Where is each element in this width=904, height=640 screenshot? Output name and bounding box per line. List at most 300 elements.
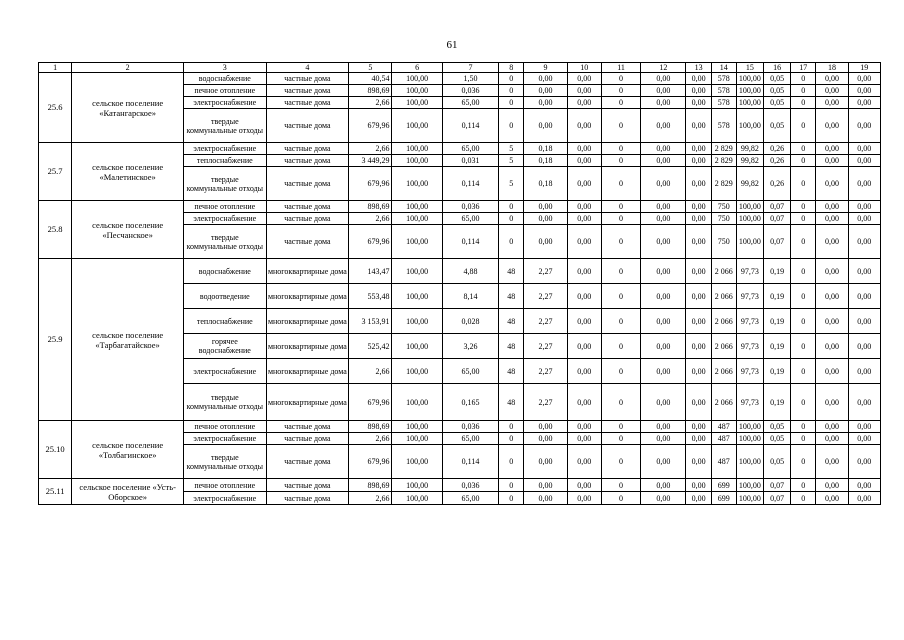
value-cell: 0,19 <box>764 359 791 384</box>
value-cell: 0 <box>791 384 816 421</box>
value-cell: 48 <box>499 284 524 309</box>
value-cell: 100,00 <box>392 109 442 143</box>
value-cell: 100,00 <box>392 167 442 201</box>
housing-type-cell: многоквартирные дома <box>266 309 349 334</box>
value-cell: 100,00 <box>392 143 442 155</box>
value-cell: 48 <box>499 359 524 384</box>
value-cell: 2 829 <box>711 155 736 167</box>
value-cell: 0,00 <box>567 109 601 143</box>
value-cell: 0 <box>499 85 524 97</box>
service-type-cell: водоотведение <box>184 284 267 309</box>
data-table <box>38 62 881 505</box>
value-cell: 97,73 <box>736 384 763 421</box>
value-cell: 99,82 <box>736 155 763 167</box>
value-cell: 100,00 <box>392 97 442 109</box>
value-cell: 0,00 <box>641 109 686 143</box>
value-cell: 0 <box>791 225 816 259</box>
value-cell: 100,00 <box>392 433 442 445</box>
value-cell: 679,96 <box>349 167 392 201</box>
value-cell: 2 829 <box>711 167 736 201</box>
value-cell: 0,00 <box>686 143 711 155</box>
value-cell: 0 <box>601 85 640 97</box>
value-cell: 100,00 <box>392 492 442 505</box>
value-cell: 679,96 <box>349 225 392 259</box>
value-cell: 0,00 <box>641 155 686 167</box>
value-cell: 0,07 <box>764 225 791 259</box>
value-cell: 0,00 <box>641 492 686 505</box>
value-cell: 0,00 <box>567 85 601 97</box>
value-cell: 0 <box>601 97 640 109</box>
value-cell: 0 <box>791 201 816 213</box>
value-cell: 0,031 <box>442 155 498 167</box>
value-cell: 0,036 <box>442 85 498 97</box>
value-cell: 0,00 <box>641 309 686 334</box>
value-cell: 0,00 <box>524 73 567 85</box>
housing-type-cell: частные дома <box>266 433 349 445</box>
value-cell: 100,00 <box>392 85 442 97</box>
value-cell: 0 <box>791 259 816 284</box>
table-row <box>39 421 881 433</box>
value-cell: 0,00 <box>816 359 848 384</box>
group-code: 25.8 <box>39 201 72 259</box>
value-cell: 898,69 <box>349 85 392 97</box>
value-cell: 0,00 <box>641 97 686 109</box>
value-cell: 0,00 <box>848 213 880 225</box>
value-cell: 0 <box>791 492 816 505</box>
value-cell: 0 <box>499 109 524 143</box>
value-cell: 0,05 <box>764 109 791 143</box>
value-cell: 553,48 <box>349 284 392 309</box>
table-row <box>39 201 881 213</box>
value-cell: 0 <box>601 143 640 155</box>
value-cell: 2,66 <box>349 213 392 225</box>
value-cell: 99,82 <box>736 143 763 155</box>
value-cell: 0,00 <box>848 284 880 309</box>
value-cell: 0 <box>791 73 816 85</box>
value-cell: 2 066 <box>711 284 736 309</box>
value-cell: 0,00 <box>524 85 567 97</box>
value-cell: 0,00 <box>686 284 711 309</box>
service-type-cell: электроснабжение <box>184 97 267 109</box>
housing-type-cell: многоквартирные дома <box>266 334 349 359</box>
value-cell: 100,00 <box>736 213 763 225</box>
value-cell: 100,00 <box>736 109 763 143</box>
service-type-cell: электроснабжение <box>184 143 267 155</box>
value-cell: 898,69 <box>349 479 392 492</box>
value-cell: 0,00 <box>524 445 567 479</box>
housing-type-cell: частные дома <box>266 109 349 143</box>
value-cell: 0,00 <box>686 213 711 225</box>
value-cell: 0,00 <box>567 284 601 309</box>
service-type-cell: печное отопление <box>184 85 267 97</box>
value-cell: 65,00 <box>442 492 498 505</box>
value-cell: 0,00 <box>524 213 567 225</box>
value-cell: 0 <box>601 73 640 85</box>
value-cell: 65,00 <box>442 213 498 225</box>
value-cell: 2 066 <box>711 384 736 421</box>
value-cell: 0,07 <box>764 492 791 505</box>
value-cell: 0,00 <box>567 73 601 85</box>
housing-type-cell: многоквартирные дома <box>266 284 349 309</box>
value-cell: 0 <box>791 167 816 201</box>
value-cell: 0,00 <box>816 433 848 445</box>
value-cell: 2 829 <box>711 143 736 155</box>
value-cell: 0 <box>499 433 524 445</box>
table-row <box>39 479 881 492</box>
table-row <box>39 143 881 155</box>
value-cell: 0,00 <box>848 433 880 445</box>
housing-type-cell: частные дома <box>266 97 349 109</box>
value-cell: 0,00 <box>686 85 711 97</box>
service-type-cell: горячее водоснабжение <box>184 334 267 359</box>
value-cell: 0,00 <box>686 309 711 334</box>
value-cell: 100,00 <box>392 201 442 213</box>
value-cell: 2 066 <box>711 334 736 359</box>
header-cell: 15 <box>736 63 763 73</box>
value-cell: 0,19 <box>764 334 791 359</box>
settlement-name: сельское поселение «Толбагинское» <box>72 421 184 479</box>
value-cell: 0,18 <box>524 143 567 155</box>
value-cell: 3 153,91 <box>349 309 392 334</box>
value-cell: 0,00 <box>524 421 567 433</box>
value-cell: 100,00 <box>392 479 442 492</box>
value-cell: 0 <box>601 109 640 143</box>
value-cell: 0,07 <box>764 213 791 225</box>
value-cell: 0 <box>499 492 524 505</box>
value-cell: 0 <box>601 201 640 213</box>
value-cell: 0,05 <box>764 433 791 445</box>
value-cell: 0,00 <box>641 167 686 201</box>
service-type-cell: твердые коммунальные отходы <box>184 225 267 259</box>
housing-type-cell: частные дома <box>266 201 349 213</box>
value-cell: 0,00 <box>816 143 848 155</box>
value-cell: 100,00 <box>736 201 763 213</box>
value-cell: 487 <box>711 445 736 479</box>
header-cell: 4 <box>266 63 349 73</box>
service-type-cell: водоснабжение <box>184 259 267 284</box>
value-cell: 0 <box>601 492 640 505</box>
service-type-cell: водоснабжение <box>184 73 267 85</box>
value-cell: 0,00 <box>641 225 686 259</box>
value-cell: 0,00 <box>567 334 601 359</box>
value-cell: 750 <box>711 201 736 213</box>
value-cell: 0,00 <box>686 167 711 201</box>
value-cell: 0,00 <box>686 433 711 445</box>
value-cell: 0,00 <box>848 479 880 492</box>
value-cell: 65,00 <box>442 359 498 384</box>
value-cell: 0 <box>601 284 640 309</box>
value-cell: 2 066 <box>711 309 736 334</box>
value-cell: 0,00 <box>567 445 601 479</box>
value-cell: 0,00 <box>524 109 567 143</box>
value-cell: 0,00 <box>641 445 686 479</box>
value-cell: 0 <box>601 445 640 479</box>
value-cell: 0 <box>499 213 524 225</box>
service-type-cell: твердые коммунальные отходы <box>184 384 267 421</box>
housing-type-cell: частные дома <box>266 213 349 225</box>
value-cell: 0,26 <box>764 155 791 167</box>
value-cell: 5 <box>499 143 524 155</box>
value-cell: 0,036 <box>442 421 498 433</box>
value-cell: 0,00 <box>567 359 601 384</box>
service-type-cell: твердые коммунальные отходы <box>184 109 267 143</box>
value-cell: 3 449,29 <box>349 155 392 167</box>
value-cell: 65,00 <box>442 97 498 109</box>
value-cell: 0,114 <box>442 109 498 143</box>
value-cell: 8,14 <box>442 284 498 309</box>
value-cell: 0 <box>791 85 816 97</box>
value-cell: 0,00 <box>816 421 848 433</box>
housing-type-cell: частные дома <box>266 167 349 201</box>
value-cell: 0,00 <box>686 384 711 421</box>
header-row <box>39 63 881 73</box>
value-cell: 0,19 <box>764 384 791 421</box>
header-cell: 8 <box>499 63 524 73</box>
table-row <box>39 259 881 284</box>
header-cell: 3 <box>184 63 267 73</box>
value-cell: 0 <box>601 167 640 201</box>
value-cell: 0,00 <box>848 201 880 213</box>
value-cell: 0,00 <box>848 259 880 284</box>
value-cell: 100,00 <box>392 359 442 384</box>
value-cell: 0 <box>601 421 640 433</box>
value-cell: 0,00 <box>567 259 601 284</box>
housing-type-cell: частные дома <box>266 492 349 505</box>
value-cell: 48 <box>499 259 524 284</box>
value-cell: 898,69 <box>349 201 392 213</box>
value-cell: 578 <box>711 85 736 97</box>
value-cell: 0,00 <box>686 445 711 479</box>
value-cell: 0,18 <box>524 167 567 201</box>
value-cell: 0 <box>791 479 816 492</box>
value-cell: 487 <box>711 421 736 433</box>
value-cell: 0,00 <box>641 201 686 213</box>
value-cell: 0,00 <box>816 109 848 143</box>
value-cell: 100,00 <box>736 73 763 85</box>
header-cell: 12 <box>641 63 686 73</box>
value-cell: 100,00 <box>392 73 442 85</box>
value-cell: 0,00 <box>816 167 848 201</box>
value-cell: 525,42 <box>349 334 392 359</box>
value-cell: 0,00 <box>816 97 848 109</box>
value-cell: 0 <box>499 421 524 433</box>
value-cell: 0,00 <box>816 225 848 259</box>
value-cell: 97,73 <box>736 284 763 309</box>
value-cell: 0,00 <box>816 155 848 167</box>
value-cell: 5 <box>499 155 524 167</box>
value-cell: 0,114 <box>442 225 498 259</box>
value-cell: 0 <box>499 225 524 259</box>
value-cell: 0,00 <box>567 97 601 109</box>
value-cell: 0 <box>791 143 816 155</box>
value-cell: 0 <box>601 213 640 225</box>
value-cell: 100,00 <box>392 213 442 225</box>
header-cell: 2 <box>72 63 184 73</box>
value-cell: 0,00 <box>848 309 880 334</box>
value-cell: 0,00 <box>816 492 848 505</box>
value-cell: 0,00 <box>848 225 880 259</box>
value-cell: 40,54 <box>349 73 392 85</box>
value-cell: 0,028 <box>442 309 498 334</box>
value-cell: 0 <box>499 73 524 85</box>
value-cell: 0 <box>601 479 640 492</box>
housing-type-cell: частные дома <box>266 73 349 85</box>
settlement-name: сельское поселение «Малетинское» <box>72 143 184 201</box>
value-cell: 0,00 <box>524 201 567 213</box>
settlement-name: сельское поселение «Тарбагатайское» <box>72 259 184 421</box>
value-cell: 679,96 <box>349 109 392 143</box>
value-cell: 0,26 <box>764 167 791 201</box>
value-cell: 0,05 <box>764 97 791 109</box>
value-cell: 0 <box>601 334 640 359</box>
service-type-cell: теплоснабжение <box>184 155 267 167</box>
header-cell: 11 <box>601 63 640 73</box>
value-cell: 0,00 <box>816 201 848 213</box>
value-cell: 0,00 <box>848 167 880 201</box>
value-cell: 0,00 <box>686 334 711 359</box>
value-cell: 100,00 <box>736 97 763 109</box>
group-code: 25.6 <box>39 73 72 143</box>
value-cell: 0,00 <box>641 359 686 384</box>
value-cell: 2,27 <box>524 259 567 284</box>
value-cell: 0,00 <box>641 384 686 421</box>
value-cell: 0 <box>791 109 816 143</box>
value-cell: 0,00 <box>567 309 601 334</box>
header-cell: 18 <box>816 63 848 73</box>
value-cell: 0 <box>601 309 640 334</box>
value-cell: 48 <box>499 334 524 359</box>
value-cell: 0 <box>791 445 816 479</box>
value-cell: 0 <box>601 155 640 167</box>
value-cell: 0 <box>791 284 816 309</box>
settlement-name: сельское поселение «Катангарское» <box>72 73 184 143</box>
value-cell: 0,00 <box>524 479 567 492</box>
value-cell: 679,96 <box>349 445 392 479</box>
value-cell: 100,00 <box>392 309 442 334</box>
value-cell: 0,00 <box>524 225 567 259</box>
value-cell: 0,00 <box>567 143 601 155</box>
value-cell: 0,19 <box>764 309 791 334</box>
settlement-name: сельское поселение «Усть-Оборское» <box>72 479 184 505</box>
value-cell: 0 <box>499 479 524 492</box>
housing-type-cell: частные дома <box>266 143 349 155</box>
value-cell: 699 <box>711 479 736 492</box>
housing-type-cell: частные дома <box>266 421 349 433</box>
value-cell: 0 <box>601 359 640 384</box>
value-cell: 0,00 <box>686 479 711 492</box>
value-cell: 0,00 <box>567 225 601 259</box>
value-cell: 1,50 <box>442 73 498 85</box>
value-cell: 0,00 <box>641 143 686 155</box>
value-cell: 0,00 <box>567 384 601 421</box>
service-type-cell: твердые коммунальные отходы <box>184 167 267 201</box>
value-cell: 100,00 <box>736 445 763 479</box>
service-type-cell: электроснабжение <box>184 492 267 505</box>
page-number: 61 <box>446 39 458 51</box>
value-cell: 0,00 <box>848 384 880 421</box>
value-cell: 100,00 <box>392 259 442 284</box>
value-cell: 0,00 <box>848 359 880 384</box>
header-cell: 6 <box>392 63 442 73</box>
value-cell: 0,00 <box>686 421 711 433</box>
value-cell: 100,00 <box>736 492 763 505</box>
value-cell: 0,07 <box>764 201 791 213</box>
value-cell: 0 <box>499 445 524 479</box>
housing-type-cell: многоквартирные дома <box>266 259 349 284</box>
value-cell: 0,00 <box>567 433 601 445</box>
value-cell: 0,00 <box>641 433 686 445</box>
value-cell: 100,00 <box>736 421 763 433</box>
value-cell: 0,00 <box>686 155 711 167</box>
value-cell: 0 <box>499 97 524 109</box>
value-cell: 0 <box>601 433 640 445</box>
value-cell: 0,05 <box>764 445 791 479</box>
value-cell: 2,27 <box>524 384 567 421</box>
group-code: 25.11 <box>39 479 72 505</box>
value-cell: 0,00 <box>686 359 711 384</box>
value-cell: 97,73 <box>736 259 763 284</box>
value-cell: 0 <box>791 309 816 334</box>
value-cell: 100,00 <box>736 225 763 259</box>
value-cell: 65,00 <box>442 433 498 445</box>
value-cell: 699 <box>711 492 736 505</box>
header-cell: 14 <box>711 63 736 73</box>
value-cell: 0,00 <box>848 492 880 505</box>
service-type-cell: электроснабжение <box>184 359 267 384</box>
housing-type-cell: многоквартирные дома <box>266 384 349 421</box>
value-cell: 2 066 <box>711 259 736 284</box>
value-cell: 100,00 <box>392 384 442 421</box>
value-cell: 0,00 <box>816 384 848 421</box>
value-cell: 578 <box>711 73 736 85</box>
group-code: 25.9 <box>39 259 72 421</box>
value-cell: 0,00 <box>686 225 711 259</box>
value-cell: 0 <box>601 225 640 259</box>
value-cell: 487 <box>711 433 736 445</box>
header-cell: 1 <box>39 63 72 73</box>
value-cell: 0,00 <box>686 73 711 85</box>
header-cell: 7 <box>442 63 498 73</box>
value-cell: 0 <box>791 334 816 359</box>
value-cell: 750 <box>711 225 736 259</box>
value-cell: 0,00 <box>567 213 601 225</box>
value-cell: 97,73 <box>736 359 763 384</box>
value-cell: 2 066 <box>711 359 736 384</box>
value-cell: 0,00 <box>524 97 567 109</box>
header-cell: 10 <box>567 63 601 73</box>
value-cell: 3,26 <box>442 334 498 359</box>
value-cell: 48 <box>499 309 524 334</box>
group-code: 25.10 <box>39 421 72 479</box>
value-cell: 0,00 <box>816 213 848 225</box>
value-cell: 0,00 <box>848 85 880 97</box>
value-cell: 2,27 <box>524 284 567 309</box>
service-type-cell: печное отопление <box>184 201 267 213</box>
value-cell: 48 <box>499 384 524 421</box>
value-cell: 0,00 <box>686 201 711 213</box>
value-cell: 0 <box>791 421 816 433</box>
value-cell: 0,00 <box>641 479 686 492</box>
value-cell: 100,00 <box>392 445 442 479</box>
value-cell: 0,00 <box>567 421 601 433</box>
value-cell: 2,66 <box>349 97 392 109</box>
housing-type-cell: многоквартирные дома <box>266 359 349 384</box>
value-cell: 0,00 <box>641 259 686 284</box>
value-cell: 0 <box>601 259 640 284</box>
service-type-cell: электроснабжение <box>184 433 267 445</box>
value-cell: 0,114 <box>442 167 498 201</box>
value-cell: 0,00 <box>567 167 601 201</box>
